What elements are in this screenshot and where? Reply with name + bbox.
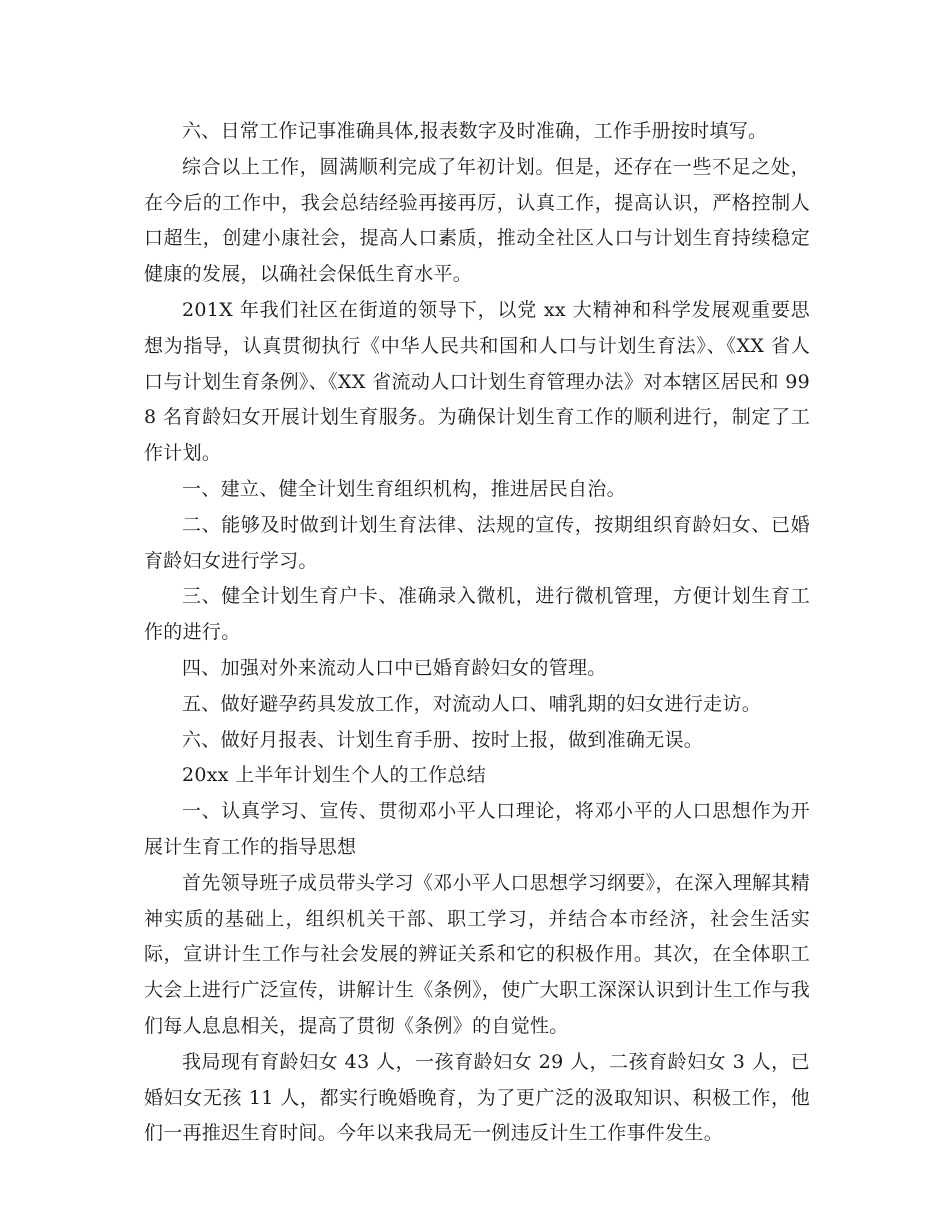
paragraph-1: 六、日常工作记事准确具体,报表数字及时准确，工作手册按时填写。 bbox=[182, 120, 768, 142]
paragraph-6: 三、健全计划生育户卡、准确录入微机，进行微机管理，方便计划生育工作的进行。 bbox=[144, 585, 810, 644]
paragraph-7: 四、加强对外来流动人口中已婚育龄妇女的管理。 bbox=[182, 656, 607, 679]
paragraph-2: 综合以上工作，圆满顺利完成了年初计划。但是，还存在一些不足之处，在今后的工作中，我会总结经验再接再厉，认真工作，提高认识，严格控制人口超生，创建小康社会，提高人口素质，推动全社区人口与计划生育持续稳定健康的发展，以确社会保低生育水平。 bbox=[144, 155, 810, 286]
paragraph-13: 我局现有育龄妇女 43 人，一孩育龄妇女 29 人，二孩育龄妇女 3 人，已婚妇女无孩 11 人，都实行晚婚晚育，为了更广泛的汲取知识、积极工作，他们一再推迟生育时间。今年以来我局无一例违反计生工作事件发生。 bbox=[144, 1050, 810, 1145]
paragraph-9: 六、做好月报表、计划生育手册、按时上报，做到准确无误。 bbox=[182, 728, 704, 751]
paragraph-8: 五、做好避孕药具发放工作，对流动人口、哺乳期的妇女进行走访。 bbox=[182, 692, 762, 715]
paragraph-12: 首先领导班子成员带头学习《邓小平人口思想学习纲要》，在深入理解其精神实质的基础上，组织机关干部、职工学习，并结合本市经济，社会生活实际，宣讲计生工作与社会发展的辨证关系和它的积极作用。其次，在全体职工大会上进行广泛宣传，讲解计生《条例》，使广大职工深深认识到计生工作与我们每人息息相关，提高了贯彻《条例》的自觉性。 bbox=[144, 871, 811, 1037]
section-heading: 20xx 上半年计划生个人的工作总结 bbox=[182, 764, 487, 787]
paragraph-5: 二、能够及时做到计划生育法律、法规的宣传，按期组织育龄妇女、已婚育龄妇女进行学习。 bbox=[144, 513, 810, 572]
paragraph-4: 一、建立、健全计划生育组织机构，推进居民自治。 bbox=[182, 477, 626, 500]
paragraph-3: 201X 年我们社区在街道的领导下，以党 xx 大精神和科学发展观重要思想为指导，认真贯彻执行《中华人民共和国和人口与计划生育法》、《XX 省人口与计划生育条例》、《XX 省流动人口计划生育管理办法》对本辖区居民和 998 名育龄妇女开展计划生育服务。为确保计划生育工作的顺利进行，制定了工作计划。 bbox=[144, 298, 810, 465]
paragraph-11: 一、认真学习、宣传、贯彻邓小平人口理论，将邓小平的人口思想作为开展计生育工作的指导思想 bbox=[144, 800, 810, 858]
document-body bbox=[144, 114, 810, 1152]
